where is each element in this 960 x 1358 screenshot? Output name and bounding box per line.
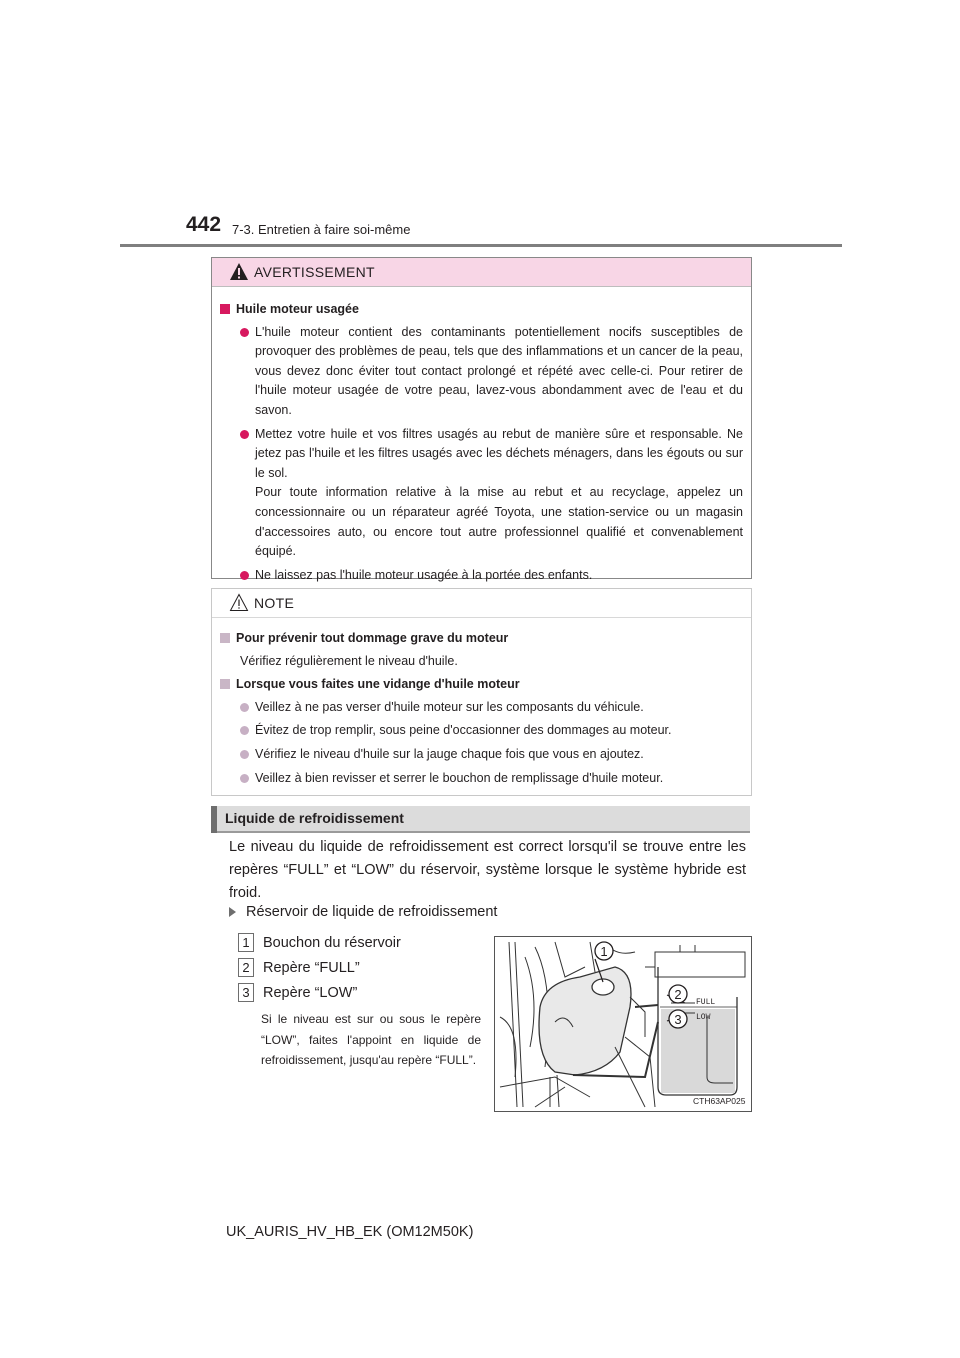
square-bullet-icon bbox=[220, 304, 230, 314]
note-subsection bbox=[220, 675, 743, 695]
warning-bullet bbox=[240, 566, 743, 586]
warning-title: AVERTISSEMENT bbox=[254, 264, 375, 280]
note-bullet-text: Vérifiez le niveau d'huile sur la jauge chaque fois que vous en ajoutez. bbox=[255, 746, 644, 761]
figure-code: CTH63AP025 bbox=[693, 1096, 746, 1106]
coolant-item bbox=[238, 958, 360, 977]
warning-body bbox=[212, 287, 751, 597]
dot-bullet-icon bbox=[240, 571, 249, 580]
triangle-right-icon bbox=[229, 907, 236, 917]
warning-bullet-text-part1: Mettez votre huile et vos filtres usagés au rebut de manière sûre et responsable. Ne jetez pas l'huile et les filtres usagés avec les déchets ménagers, dans les égouts ou sur le sol. bbox=[255, 426, 743, 480]
warning-triangle-icon bbox=[229, 262, 249, 281]
section-accent bbox=[211, 806, 217, 833]
note-title: NOTE bbox=[254, 595, 295, 611]
coolant-section-title: Liquide de refroidissement bbox=[225, 810, 404, 826]
dot-bullet-icon bbox=[240, 774, 249, 783]
note-bullet-text: Veillez à bien revisser et serrer le bouchon de remplissage d'huile moteur. bbox=[255, 770, 664, 785]
note-subsection-text: Vérifiez régulièrement le niveau d'huile. bbox=[240, 653, 458, 668]
dot-bullet-icon bbox=[240, 726, 249, 735]
coolant-item-label: Repère “LOW” bbox=[263, 984, 358, 1001]
callout-1: 1 bbox=[600, 944, 608, 959]
callout-2: 2 bbox=[674, 987, 682, 1002]
note-subsection-title: Lorsque vous faites une vidange d'huile moteur bbox=[236, 677, 520, 692]
warning-bullet-text: L'huile moteur contient des contaminants potentiellement nocifs susceptibles de provoquer des problèmes de peau, tels que des inflammations et un cancer de la peau, vous devez donc éviter tout contact prolongé et répété avec celle-ci. Pour retirer de l'huile moteur usagée de votre peau, lavez-vous abondamment avec de l'eau et du savon. bbox=[255, 324, 743, 417]
page-number: 442 bbox=[186, 213, 222, 236]
low-mark-label: LOW bbox=[696, 1013, 711, 1022]
caution-triangle-icon bbox=[229, 593, 249, 612]
warning-bullet-text-part2: Pour toute information relative à la mise au rebut et au recyclage, appelez un concessionnaire ou un réparateur agréé Toyota, une station-service ou un magasin d'accessoires auto, ou encore tout autre professionnel qualifié et convenablement équipé. bbox=[255, 485, 743, 559]
note-bullet bbox=[240, 769, 743, 789]
dot-bullet-icon bbox=[240, 430, 249, 439]
warning-bullet bbox=[240, 425, 743, 562]
warning-subsection bbox=[220, 300, 743, 320]
callout-3: 3 bbox=[674, 1012, 682, 1027]
coolant-reservoir-illustration bbox=[494, 936, 752, 1112]
coolant-item-label: Repère “FULL” bbox=[263, 959, 360, 976]
coolant-paragraph: Le niveau du liquide de refroidissement est correct lorsqu'il se trouve entre les repères “FULL” et “LOW” du réservoir, système lorsque le système hybride est froid. bbox=[229, 839, 746, 901]
full-mark-label: FULL bbox=[696, 998, 716, 1007]
note-bullet bbox=[240, 721, 743, 741]
coolant-section-heading bbox=[211, 806, 750, 833]
coolant-item bbox=[238, 983, 357, 1002]
item-number-badge: 1 bbox=[238, 933, 254, 952]
note-bullet-text: Évitez de trop remplir, sous peine d'occasionner des dommages au moteur. bbox=[255, 723, 672, 738]
section-reference: 7-3. Entretien à faire soi-même bbox=[232, 222, 411, 237]
coolant-item-label: Bouchon du réservoir bbox=[263, 934, 401, 951]
square-bullet-icon bbox=[220, 633, 230, 643]
dot-bullet-icon bbox=[240, 750, 249, 759]
warning-bullet-text bbox=[255, 425, 743, 562]
header-rule bbox=[120, 244, 842, 247]
coolant-refill-note: Si le niveau est sur ou sous le repère “LOW”, faites l'appoint en liquide de refroidissement, jusqu'au repère “FULL”. bbox=[261, 1012, 481, 1067]
coolant-item bbox=[238, 933, 401, 952]
note-bullet bbox=[240, 698, 743, 718]
square-bullet-icon bbox=[220, 679, 230, 689]
dot-bullet-icon bbox=[240, 328, 249, 337]
note-subsection-title: Pour prévenir tout dommage grave du moteur bbox=[236, 631, 509, 645]
warning-box bbox=[211, 257, 752, 582]
warning-bullet-text: Ne laissez pas l'huile moteur usagée à la portée des enfants. bbox=[255, 567, 593, 582]
warning-header bbox=[212, 258, 751, 287]
note-subsection bbox=[220, 629, 743, 649]
footer-model: UK_AURIS_HV_HB_EK (OM12M50K) bbox=[226, 1224, 474, 1240]
note-bullet bbox=[240, 745, 743, 765]
dot-bullet-icon bbox=[240, 703, 249, 712]
coolant-sub-bullet bbox=[229, 904, 497, 920]
warning-subsection-title: Huile moteur usagée bbox=[236, 302, 359, 316]
item-number-badge: 3 bbox=[238, 983, 254, 1002]
note-header bbox=[212, 589, 751, 618]
item-number-badge: 2 bbox=[238, 958, 254, 977]
engine-bay-drawing bbox=[495, 937, 751, 1111]
coolant-sub-bullet-text: Réservoir de liquide de refroidissement bbox=[246, 904, 498, 920]
note-body bbox=[212, 618, 751, 800]
warning-bullet bbox=[240, 323, 743, 421]
note-bullet-text: Veillez à ne pas verser d'huile moteur sur les composants du véhicule. bbox=[255, 699, 644, 714]
note-box bbox=[211, 588, 752, 796]
